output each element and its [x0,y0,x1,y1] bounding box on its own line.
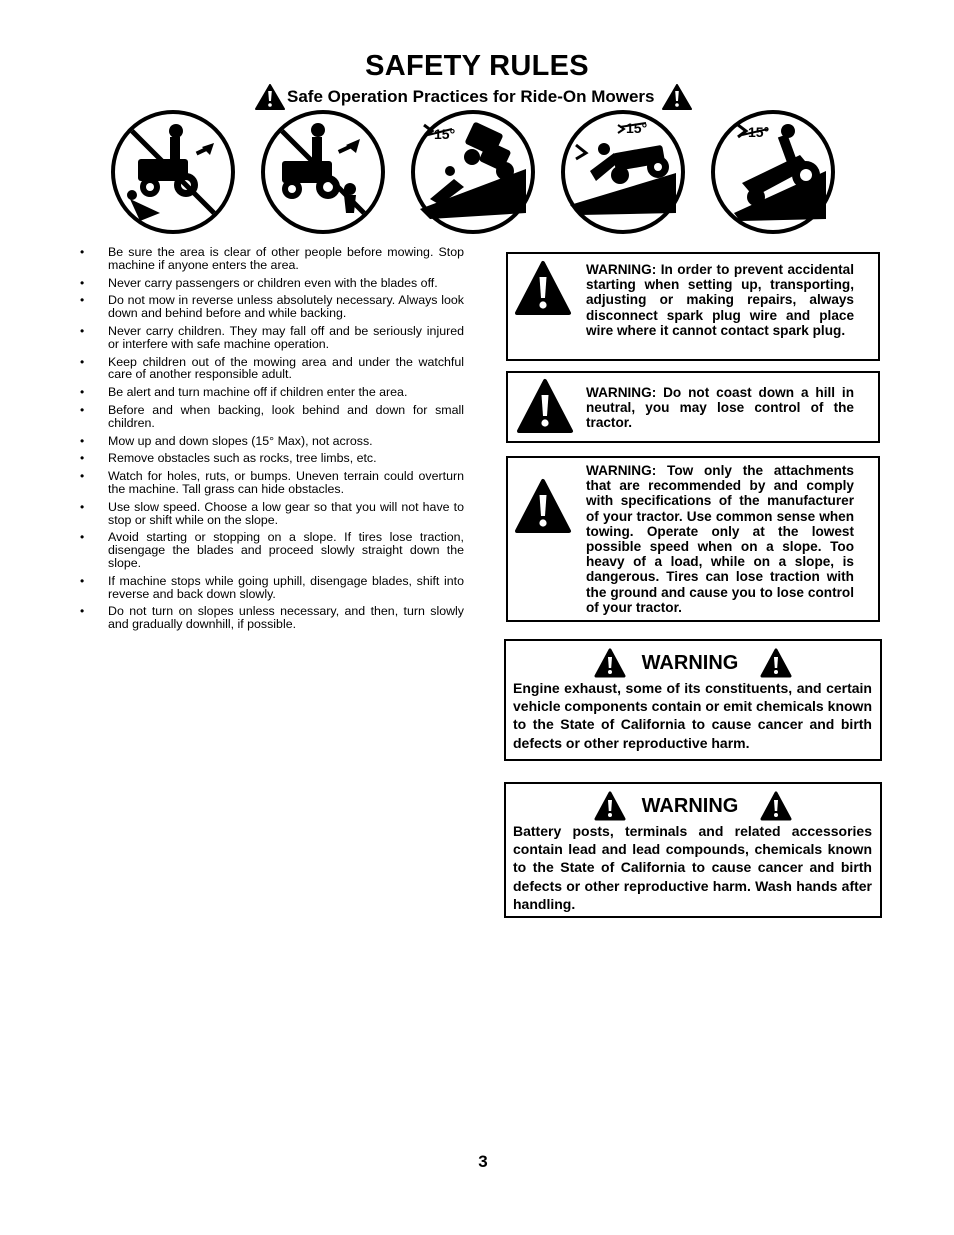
list-item: • Do not turn on slopes unless necessary, and then, turn slowly and gradually downhill, if possible. [80,605,464,631]
coast-warning-box [506,371,880,443]
warning-text: WARNING: Tow only the attachments that are recommended by and comply with specifications of the manufacturer of your tractor. Use common sense when towing. Operate only at the lowest possible speed when on a slope. Too heavy of a load, while on a slope, is dangerous. Tires can lose traction with the ground and cause you to lose control of your tractor. [586,463,854,615]
no-passengers-icon [260,109,386,235]
list-item: • Remove obstacles such as rocks, tree limbs, etc. [80,452,464,465]
list-item: • Avoid starting or stopping on a slope. If tires lose traction, disengage the blades and proceed slowly straight down the slope. [80,531,464,569]
california-battery-warning-box [504,782,882,918]
warning-text: Engine exhaust, some of its constituents, and certain vehicle components contain or emit chemicals known to the State of California to cause cancer and birth defects or other reproductive harm. [513,680,872,751]
warning-triangle-icon [255,84,285,110]
list-item: • Use slow speed. Choose a low gear so that you will not have to stop or shift while on the slope. [80,501,464,527]
warning-header [506,647,880,679]
warning-header [506,790,880,822]
list-item: • Be alert and turn machine off if children enter the area. [80,386,464,399]
slope-15-max-icon [710,109,836,235]
subtitle-text: Safe Operation Practices for Ride-On Mowers [287,87,655,106]
warning-triangle-icon [760,648,792,678]
list-item: • If machine stops while going uphill, disengage blades, shift into reverse and back down slowly. [80,575,464,601]
page-number: 3 [478,1152,488,1171]
list-item: • Watch for holes, ruts, or bumps. Uneven terrain could overturn the machine. Tall grass can hide obstacles. [80,470,464,496]
warning-triangle-icon [514,260,572,318]
list-item: • Be sure the area is clear of other people before mowing. Stop machine if anyone enters the area. [80,246,464,272]
warning-text: Battery posts, terminals and related accessories contain lead and lead compounds, chemicals known to the State of California to cause cancer and birth defects or other reproductive harm. Wash hands after handling. [513,823,872,912]
warning-text: WARNING: Do not coast down a hill in neutral, you may lose control of the tractor. [586,385,854,431]
spark-plug-warning-box [506,252,880,361]
tow-warning-box [506,456,880,622]
list-item: • Mow up and down slopes (15° Max), not across. [80,435,464,448]
warning-triangle-icon [516,378,574,436]
warning-triangle-icon [662,84,692,110]
warning-label: WARNING [641,651,739,674]
warning-triangle-icon [514,478,572,536]
list-item: • Before and when backing, look behind and down for small children. [80,404,464,430]
safety-rules-list [80,246,464,636]
page-title: SAFETY RULES [365,50,589,82]
warning-triangle-icon [594,648,626,678]
list-item: • Do not mow in reverse unless absolutely necessary. Always look down and behind before and while backing. [80,294,464,320]
warning-label: WARNING [641,794,739,817]
page-subtitle [255,84,692,110]
slope-angle-label: 15° [748,124,770,140]
list-item: • Never carry children. They may fall off and be seriously injured or interfere with safe machine operation. [80,325,464,351]
slope-angle-label: 15° [434,126,456,142]
warning-triangle-icon [760,791,792,821]
slope-angle-label: 15° [626,120,648,136]
list-item: • Keep children out of the mowing area and under the watchful care of another responsible adult. [80,356,464,382]
slope-rollover-icon [560,109,686,235]
warning-triangle-icon [594,791,626,821]
safety-pictograms [110,109,840,235]
warning-text: WARNING: In order to prevent accidental starting when setting up, transporting, adjusting or making repairs, always disconnect spark plug wire and place wire where it cannot contact spark plug. [586,262,854,338]
slope-tip-over-icon [410,109,536,235]
california-exhaust-warning-box [504,639,882,761]
list-item: • Never carry passengers or children even with the blades off. [80,277,464,290]
no-people-near-mower-icon [110,109,236,235]
